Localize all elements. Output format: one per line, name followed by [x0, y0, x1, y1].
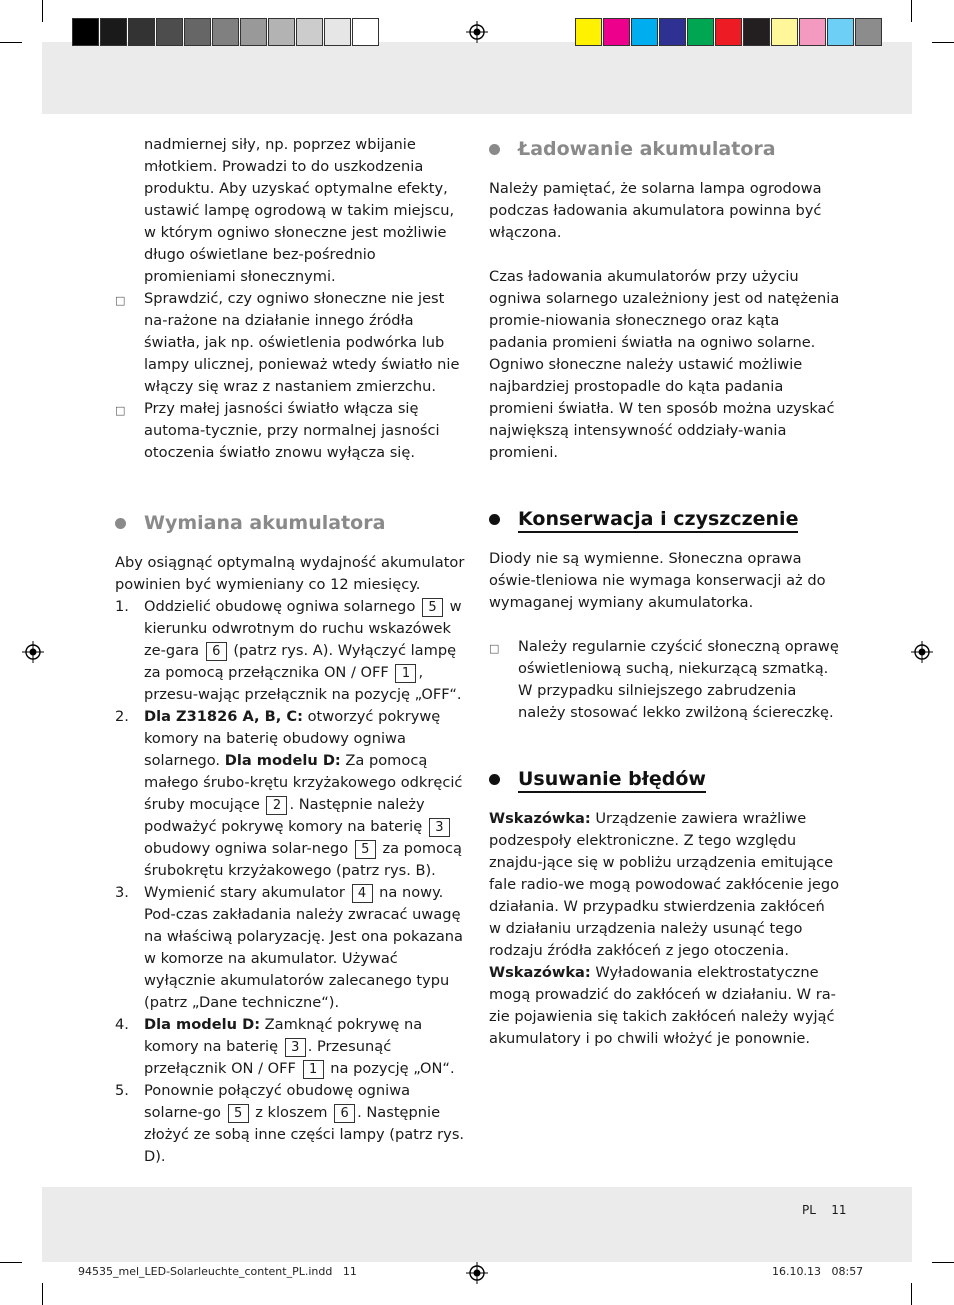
color-swatch	[799, 18, 826, 46]
crop-mark	[932, 1262, 954, 1263]
color-swatch	[687, 18, 714, 46]
color-swatch	[268, 18, 295, 46]
color-swatch	[575, 18, 602, 46]
step-4: 4. Dla modelu D: Zamknąć pokrywę na komory na baterię 3 . Przesunąć przełącznik ON / OFF 1 na pozycję „ON“.	[115, 1016, 455, 1077]
color-swatch	[659, 18, 686, 46]
section-intro: Aby osiągnąć optymalną wydajność akumulator powinien być wymieniany co 12 miesięcy.	[115, 554, 465, 593]
part-ref: 5	[422, 598, 443, 617]
print-timestamp: 16.10.13 08:57	[772, 1265, 864, 1278]
color-swatch	[603, 18, 630, 46]
maintenance-paragraph: Diody nie są wymienne. Słoneczna oprawa oświe-tleniowa nie wymaga konserwacji aż do wymaganej wymiany akumulatorka.	[489, 550, 826, 611]
color-swatch	[128, 18, 155, 46]
color-swatch	[715, 18, 742, 46]
checkbox-bullet-icon: □	[489, 642, 500, 655]
crop-mark	[911, 1283, 912, 1305]
color-swatch	[771, 18, 798, 46]
step-3: 3. Wymienić stary akumulator 4 na nowy. Pod-czas zakładania należy zwracać uwagę na właściwą polaryzację. Jest ona pokazana w komorze na akumulator. Używać wyłącznie akumulatorów zalecanego typu (patrz „Dane techniczne“).	[115, 884, 463, 1011]
part-ref: 2	[266, 796, 287, 815]
part-ref: 1	[395, 664, 416, 683]
color-swatch	[156, 18, 183, 46]
part-ref: 5	[355, 840, 376, 859]
list-item: □ Przy małej jasności światło włącza się automa-tycznie, przy normalnej jasności otoczenia światło znowu wyłącza się.	[115, 400, 440, 461]
list-item: □ Sprawdzić, czy ogniwo słoneczne nie jest na-rażone na działanie innego źródła światła, jak np. oświetlenia podwórka lub lampy ulicznej, ponieważ wtedy światło nie włączy się wraz z nastaniem zmierzchu.	[115, 290, 460, 395]
registration-mark-icon	[466, 21, 488, 43]
part-ref: 4	[352, 884, 373, 903]
bullet-dot-icon	[489, 144, 500, 155]
part-ref: 3	[429, 818, 450, 837]
step-1: 1. Oddzielić obudowę ogniwa solarnego 5 w kierunku odwrotnym do ruchu wskazówek ze-gara 6 (patrz rys. A). Wyłączyć lampę za pomocą przełącznika ON / OFF 1 , przesu-wając przełącznik na pozycję „OFF“.	[115, 598, 462, 703]
registration-mark-icon	[466, 1262, 488, 1284]
registration-mark-icon	[911, 641, 933, 663]
file-slug: 94535_mel_LED-Solarleuchte_content_PL.indd 11	[78, 1265, 357, 1278]
charging-paragraph-2: Czas ładowania akumulatorów przy użyciu ogniwa solarnego uzależniony jest od natężenia promie-niowania słonecznego oraz kąta padania promieni światła na ogniwo solarne. Ogniwo słoneczne należy ustawić możliwie najbardziej prostopadle do kąta padania promieni światła. W ten sposób można uzyskać największą intensywność oddziały-wania promieni.	[489, 268, 840, 461]
bullet-dot-icon	[489, 774, 500, 785]
header-band	[42, 42, 912, 114]
bullet-dot-icon	[489, 514, 500, 525]
part-ref: 5	[228, 1104, 249, 1123]
color-swatch	[743, 18, 770, 46]
crop-mark	[0, 1262, 22, 1263]
color-swatch	[827, 18, 854, 46]
part-ref: 6	[206, 642, 227, 661]
crop-mark	[42, 0, 43, 22]
crop-mark	[0, 42, 22, 43]
color-swatch	[212, 18, 239, 46]
grayscale-swatches	[72, 18, 380, 46]
color-swatch	[324, 18, 351, 46]
section-title-maintenance: Konserwacja i czyszczenie	[489, 504, 841, 534]
part-ref: 1	[303, 1060, 324, 1079]
color-swatches	[575, 18, 883, 46]
section-title-troubleshooting: Usuwanie błędów	[489, 764, 841, 794]
left-column	[115, 134, 467, 1168]
color-swatch	[855, 18, 882, 46]
charging-paragraph-1: Należy pamiętać, że solarna lampa ogrodowa podczas ładowania akumulatora powinna być włączona.	[489, 180, 822, 241]
intro-paragraph: nadmiernej siły, np. poprzez wbijanie młotkiem. Prowadzi to do uszkodzenia produktu. Aby uzyskać optymalne efekty, ustawić lampę ogrodową w takim miejscu, w którym ogniwo słoneczne jest możliwie długo oświetlane bez-pośrednio promieniami słonecznymi.	[144, 136, 455, 285]
color-swatch	[100, 18, 127, 46]
color-swatch	[184, 18, 211, 46]
color-swatch	[72, 18, 99, 46]
list-item: □ Należy regularnie czyścić słoneczną oprawę oświetleniową suchą, niekurzącą szmatką. W przypadku silniejszego zabrudzenia należy stosować lekko zwilżoną ściereczkę.	[489, 638, 839, 721]
crop-mark	[42, 1283, 43, 1305]
registration-mark-icon	[22, 641, 44, 663]
note-2: Wskazówka: Wyładowania elektrostatyczne mogą prowadzić do zakłóceń w działaniu. W ra-zie pojawienia się takich zakłóceń należy wyjąć akumulatory i po chwili włożyć je ponownie.	[489, 964, 836, 1047]
right-column	[489, 134, 841, 1050]
section-title-charging: Ładowanie akumulatora	[489, 134, 841, 164]
page-number: PL 11	[802, 1203, 847, 1217]
section-title-battery-replacement: Wymiana akumulatora	[115, 508, 467, 538]
step-5: 5. Ponownie połączyć obudowę ogniwa solarne-go 5 z kloszem 6 . Następnie złożyć ze sobą inne części lampy (patrz rys. D).	[115, 1082, 465, 1165]
part-ref: 3	[285, 1038, 306, 1057]
checkbox-bullet-icon: □	[115, 404, 126, 417]
footer-band	[42, 1187, 912, 1262]
checkbox-bullet-icon: □	[115, 294, 126, 307]
step-2: 2. Dla Z31826 A, B, C: otworzyć pokrywę komory na baterię obudowy ogniwa solarnego. Dla modelu D: Za pomocą małego śrubo-krętu krzyżakowego odkręcić śruby mocujące 2 . Następnie należy podważyć pokrywę komory na baterię 3 obudowy ogniwa solar-nego 5 za pomocą śrubokrętu krzyżakowego (patrz rys. B).	[115, 708, 463, 879]
color-swatch	[631, 18, 658, 46]
color-swatch	[296, 18, 323, 46]
part-ref: 6	[334, 1104, 355, 1123]
crop-mark	[911, 0, 912, 22]
bullet-dot-icon	[115, 518, 126, 529]
note-1: Wskazówka: Urządzenie zawiera wrażliwe podzespoły elektroniczne. Z tego względu znajdu-jące się w pobliżu urządzenia emitujące fale radio-we mogą powodować zakłócenie jego działania. W przypadku stwierdzenia zakłóceń w działaniu urządzenia należy usunąć tego rodzaju źródła zakłóceń z jego otoczenia.	[489, 810, 840, 959]
color-swatch	[352, 18, 379, 46]
crop-mark	[932, 42, 954, 43]
color-swatch	[240, 18, 267, 46]
